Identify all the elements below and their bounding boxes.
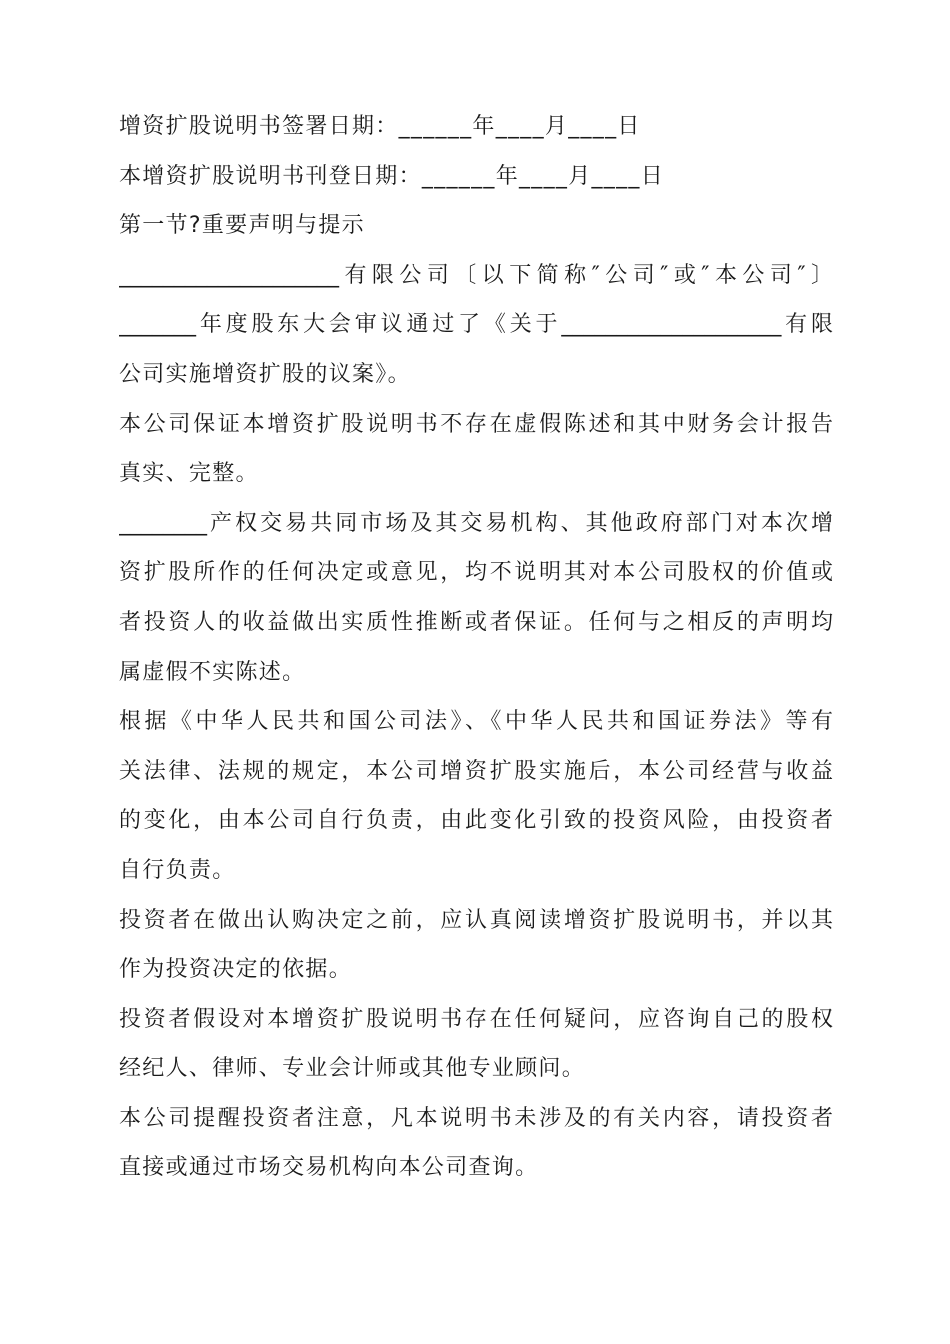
text-line: 关法律、法规的规定，本公司增资扩股实施后，本公司经营与收益 <box>119 758 833 784</box>
text-line: ________产权交易共同市场及其交易机构、其他政府部门对本次增 <box>119 510 833 536</box>
text-line: 的变化，由本公司自行负责，由此变化引致的投资风险，由投资者 <box>119 808 833 834</box>
text-line: _______年度股东大会审议通过了《关于____________________有限 <box>119 312 833 338</box>
text-line: 经纪人、律师、专业会计师或其他专业顾问。 <box>119 1056 586 1082</box>
document-body <box>119 102 833 1193</box>
text-line: 属虚假不实陈述。 <box>119 659 306 685</box>
signing-date-line: 增资扩股说明书签署日期：______年____月____日 <box>119 114 641 139</box>
text-line: 真实、完整。 <box>119 461 259 487</box>
text-line: 投资者假设对本增资扩股说明书存在任何疑问，应咨询自己的股权 <box>119 1006 833 1032</box>
publication-date-line: 本增资扩股说明书刊登日期：______年____月____日 <box>119 163 665 189</box>
text-line: 投资者在做出认购决定之前，应认真阅读增资扩股说明书，并以其 <box>119 907 833 933</box>
text-line: 资扩股所作的任何决定或意见，均不说明其对本公司股权的价值或 <box>119 560 833 586</box>
text-line: 公司实施增资扩股的议案》。 <box>119 361 411 387</box>
text-line: 根据《中华人民共和国公司法》、《中华人民共和国证券法》等有 <box>119 709 833 735</box>
text-line: 本公司提醒投资者注意，凡本说明书未涉及的有关内容，请投资者 <box>119 1105 833 1131</box>
text-line: ____________________有限公司〔以下简称″公司″或″本公司″〕 <box>119 262 833 288</box>
text-line: 者投资人的收益做出实质性推断或者保证。任何与之相反的声明均 <box>119 609 833 635</box>
text-line: 自行负责。 <box>119 857 236 883</box>
section-heading: 第一节?重要声明与提示 <box>119 213 365 239</box>
text-line: 直接或通过市场交易机构向本公司查询。 <box>119 1155 539 1181</box>
text-line: 作为投资决定的依据。 <box>119 957 353 983</box>
text-line: 本公司保证本增资扩股说明书不存在虚假陈述和其中财务会计报告 <box>119 411 833 437</box>
